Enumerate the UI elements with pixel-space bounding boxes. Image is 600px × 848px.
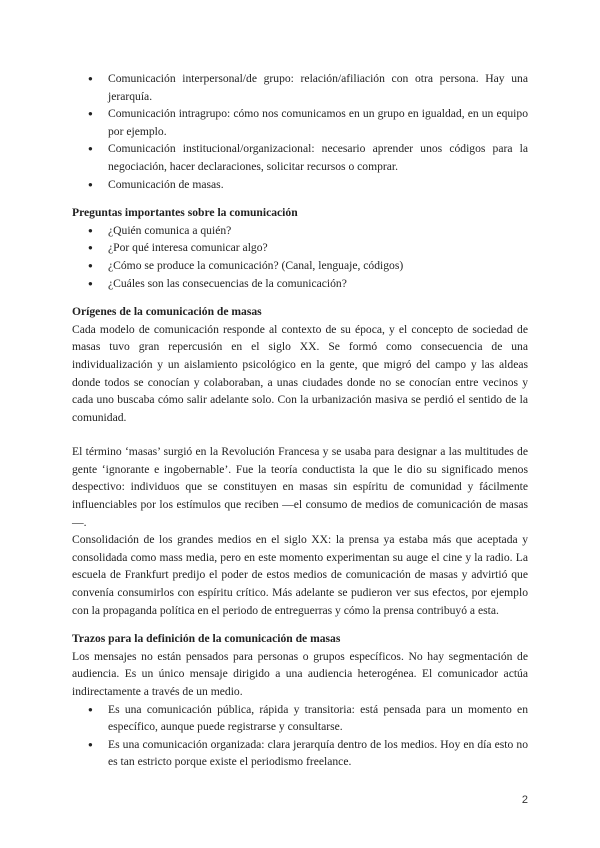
- section-heading-origenes: Orígenes de la comunicación de masas: [72, 305, 262, 319]
- paragraph: Consolidación de los grandes medios en el siglo XX: la prensa ya estaba más que aceptada y consolidada como mass media, pero en este momento experimentan su auge el cine y la radio. La escuela de Frankfurt predijo el poder de estos medios de comunicación de masas y advirtió que convenía consumirlos con espíritu crítico. Más adelante se pudieron ver sus efectos, por ejemplo con la propaganda política en el periodo de entreguerras y cómo la prensa contribuyó a esta.: [72, 533, 528, 617]
- list-item: ● Comunicación intragrupo: cómo nos comunicamos en un grupo en igualdad, en un equipo por ejemplo.: [72, 105, 528, 140]
- list-item: ● Es una comunicación organizada: clara jerarquía dentro de los medios. Hoy en día esto no es tan estricto porque existe el periodismo freelance.: [72, 736, 528, 771]
- traits-list: [72, 701, 528, 771]
- list-item: ● ¿Por qué interesa comunicar algo?: [72, 239, 528, 257]
- section-heading-trazos: Trazos para la definición de la comunicación de masas: [72, 632, 341, 646]
- spacer: [72, 292, 528, 303]
- communication-types-list: [72, 70, 528, 193]
- paragraph: Los mensajes no están pensados para personas o grupos específicos. No hay segmentación de audiencia. Es un único mensaje dirigido a una audiencia heterogénea. El comunicador actúa indirectamente a través de un medio.: [72, 649, 528, 698]
- spacer: [72, 619, 528, 630]
- list-item: ● ¿Quién comunica a quién?: [72, 222, 528, 240]
- paragraph: Cada modelo de comunicación responde al contexto de su época, y el concepto de sociedad de masas tuvo gran repercusión en el siglo XX. Se formó como consecuencia de una individualización y un aislamiento psicológico en la gente, que migró del campo y las aldeas donde todos se conocían y colaboraban, a unas ciudades donde no se conocían entre vecinos y cada uno buscaba cómo salir adelante solo. Con la urbanización masiva se perdió el sentido de la comunidad.: [72, 322, 528, 424]
- list-item: ● ¿Cuáles son las consecuencias de la comunicación?: [72, 275, 528, 293]
- list-item: ● Comunicación de masas.: [72, 176, 528, 194]
- page-number: 2: [521, 794, 528, 807]
- section-heading-preguntas: Preguntas importantes sobre la comunicación: [72, 206, 298, 220]
- list-item: ● ¿Cómo se produce la comunicación? (Canal, lenguaje, códigos): [72, 257, 528, 275]
- paragraph: El término ‘masas’ surgió en la Revolución Francesa y se usaba para designar a las multitudes de gente ‘ignorante e ingobernable’. Fue la teoría conductista la que le dio su significado menos despectivo: individuos que se constituyen en masas sin espíritu de comunidad y fácilmente influenciables por los estímulos que reciben —el consumo de medios de comunicación de masas—.: [72, 445, 528, 529]
- questions-list: [72, 222, 528, 292]
- spacer: [72, 426, 528, 443]
- list-item: ● Comunicación institucional/organizacional: necesario aprender unos códigos para la negociación, hacer declaraciones, solicitar recursos o comprar.: [72, 140, 528, 175]
- list-item: ● Comunicación interpersonal/de grupo: relación/afiliación con otra persona. Hay una jerarquía.: [72, 70, 528, 105]
- spacer: [72, 193, 528, 204]
- list-item: ● Es una comunicación pública, rápida y transitoria: está pensada para un momento en específico, aunque puede registrarse y consultarse.: [72, 701, 528, 736]
